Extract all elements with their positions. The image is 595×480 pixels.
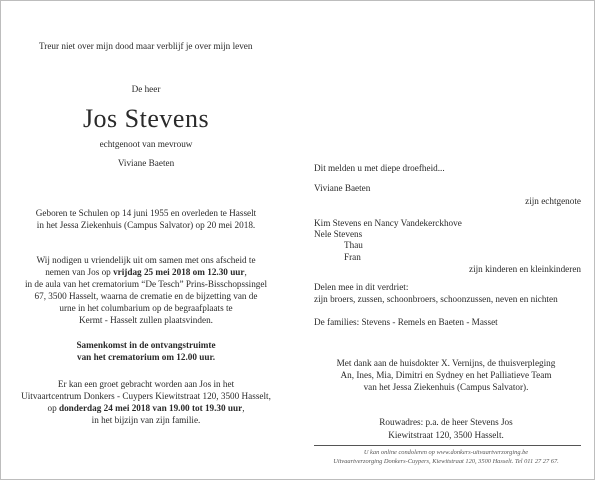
announcement-intro: Dit melden u met diepe droefheid...: [314, 163, 445, 173]
mourning-address-line-1: Rouwadres: p.a. de heer Stevens Jos: [379, 417, 513, 427]
widow-name: Viviane Baeten: [314, 183, 371, 193]
widow-role: zijn echtgenote: [525, 196, 581, 206]
invite-line-2-post: ,: [244, 267, 247, 277]
birth-line-1: Geboren te Schulen op 14 juni 1955 en overleden te Hasselt: [35, 208, 257, 218]
birth-line-2: in het Jessa Ziekenhuis (Campus Salvator) op 20 mei 2018.: [36, 220, 256, 230]
child-1: Kim Stevens en Nancy Vandekerckhove: [314, 218, 462, 228]
mourning-address-line-2: Kiewitstraat 120, 3500 Hasselt.: [388, 430, 504, 440]
child-2: Nele Stevens: [314, 229, 363, 239]
invite-line-2: [1, 268, 291, 277]
thanks-line-1: Met dank aan de huisdokter X. Vernijns, de thuisverpleging: [336, 358, 556, 368]
invite-line-2-pre: nemen van Jos op: [45, 267, 114, 277]
gathering-line-2: van het crematorium om 12.00 uur.: [76, 352, 216, 362]
families: De families: Stevens - Remels en Baeten - Masset: [314, 317, 498, 327]
grandchild-1: Thau: [344, 240, 363, 250]
visit-line-3: [1, 404, 291, 413]
ceremony-datetime: vrijdag 25 mei 2018 om 12.30 uur: [113, 267, 245, 277]
visit-datetime: donderdag 24 mei 2018 van 19.00 tot 19.30 uur: [58, 403, 243, 413]
thanks-line-2: An, Ines, Mia, Dimitri en Sydney en het Palliatieve Team: [340, 370, 552, 380]
invite-line-5: urne in het columbarium op de begraafplaats te: [59, 303, 233, 313]
footer-divider: [314, 445, 581, 446]
invite-line-3: in de aula van het crematorium “De Tesch” Prins-Bisschopssingel: [24, 279, 268, 289]
invite-line-1: Wij nodigen u vriendelijk uit om samen met ons afscheid te: [36, 255, 256, 265]
deceased-name: Jos Stevens: [82, 104, 210, 133]
spouse-name: Viviane Baeten: [117, 158, 175, 168]
share-list: zijn broers, zussen, schoonbroers, schoonzussen, neven en nichten: [314, 294, 558, 304]
footer-line-2: Uitvaartverzorging Donkers-Cuypers, Kiewitstraat 120, 3500 Hasselt. Tel 011 27 27 67.: [333, 458, 559, 465]
footer-line-1: U kan online condoleren op www.donkers-uitvaartverzorging.be: [363, 449, 529, 456]
thanks-line-3: van het Jessa Ziekenhuis (Campus Salvator).: [363, 382, 529, 392]
visit-line-3-post: ,: [242, 403, 245, 413]
salutation: De heer: [131, 84, 161, 94]
gathering-line-1: Samenkomst in de ontvangstruimte: [76, 340, 216, 350]
visit-line-3-pre: op: [47, 403, 59, 413]
invite-line-6: Kermt - Hasselt zullen plaatsvinden.: [79, 315, 213, 325]
share-intro: Delen mee in dit verdriet:: [314, 282, 409, 292]
grandchild-2: Fran: [344, 252, 361, 262]
motto: Treur niet over mijn dood maar verblijf je over mijn leven: [39, 41, 253, 51]
visit-line-1: Er kan een groet gebracht worden aan Jos in het: [57, 379, 235, 389]
spouse-intro: echtgenoot van mevrouw: [99, 139, 193, 149]
children-role: zijn kinderen en kleinkinderen: [469, 264, 581, 274]
visit-line-4: in het bijzijn van zijn familie.: [91, 415, 201, 425]
invite-line-4: 67, 3500 Hasselt, waarna de crematie en de bijzetting van de: [34, 291, 258, 301]
visit-line-2: Uitvaartcentrum Donkers - Cuypers Kiewitstraat 120, 3500 Hasselt,: [21, 391, 271, 401]
